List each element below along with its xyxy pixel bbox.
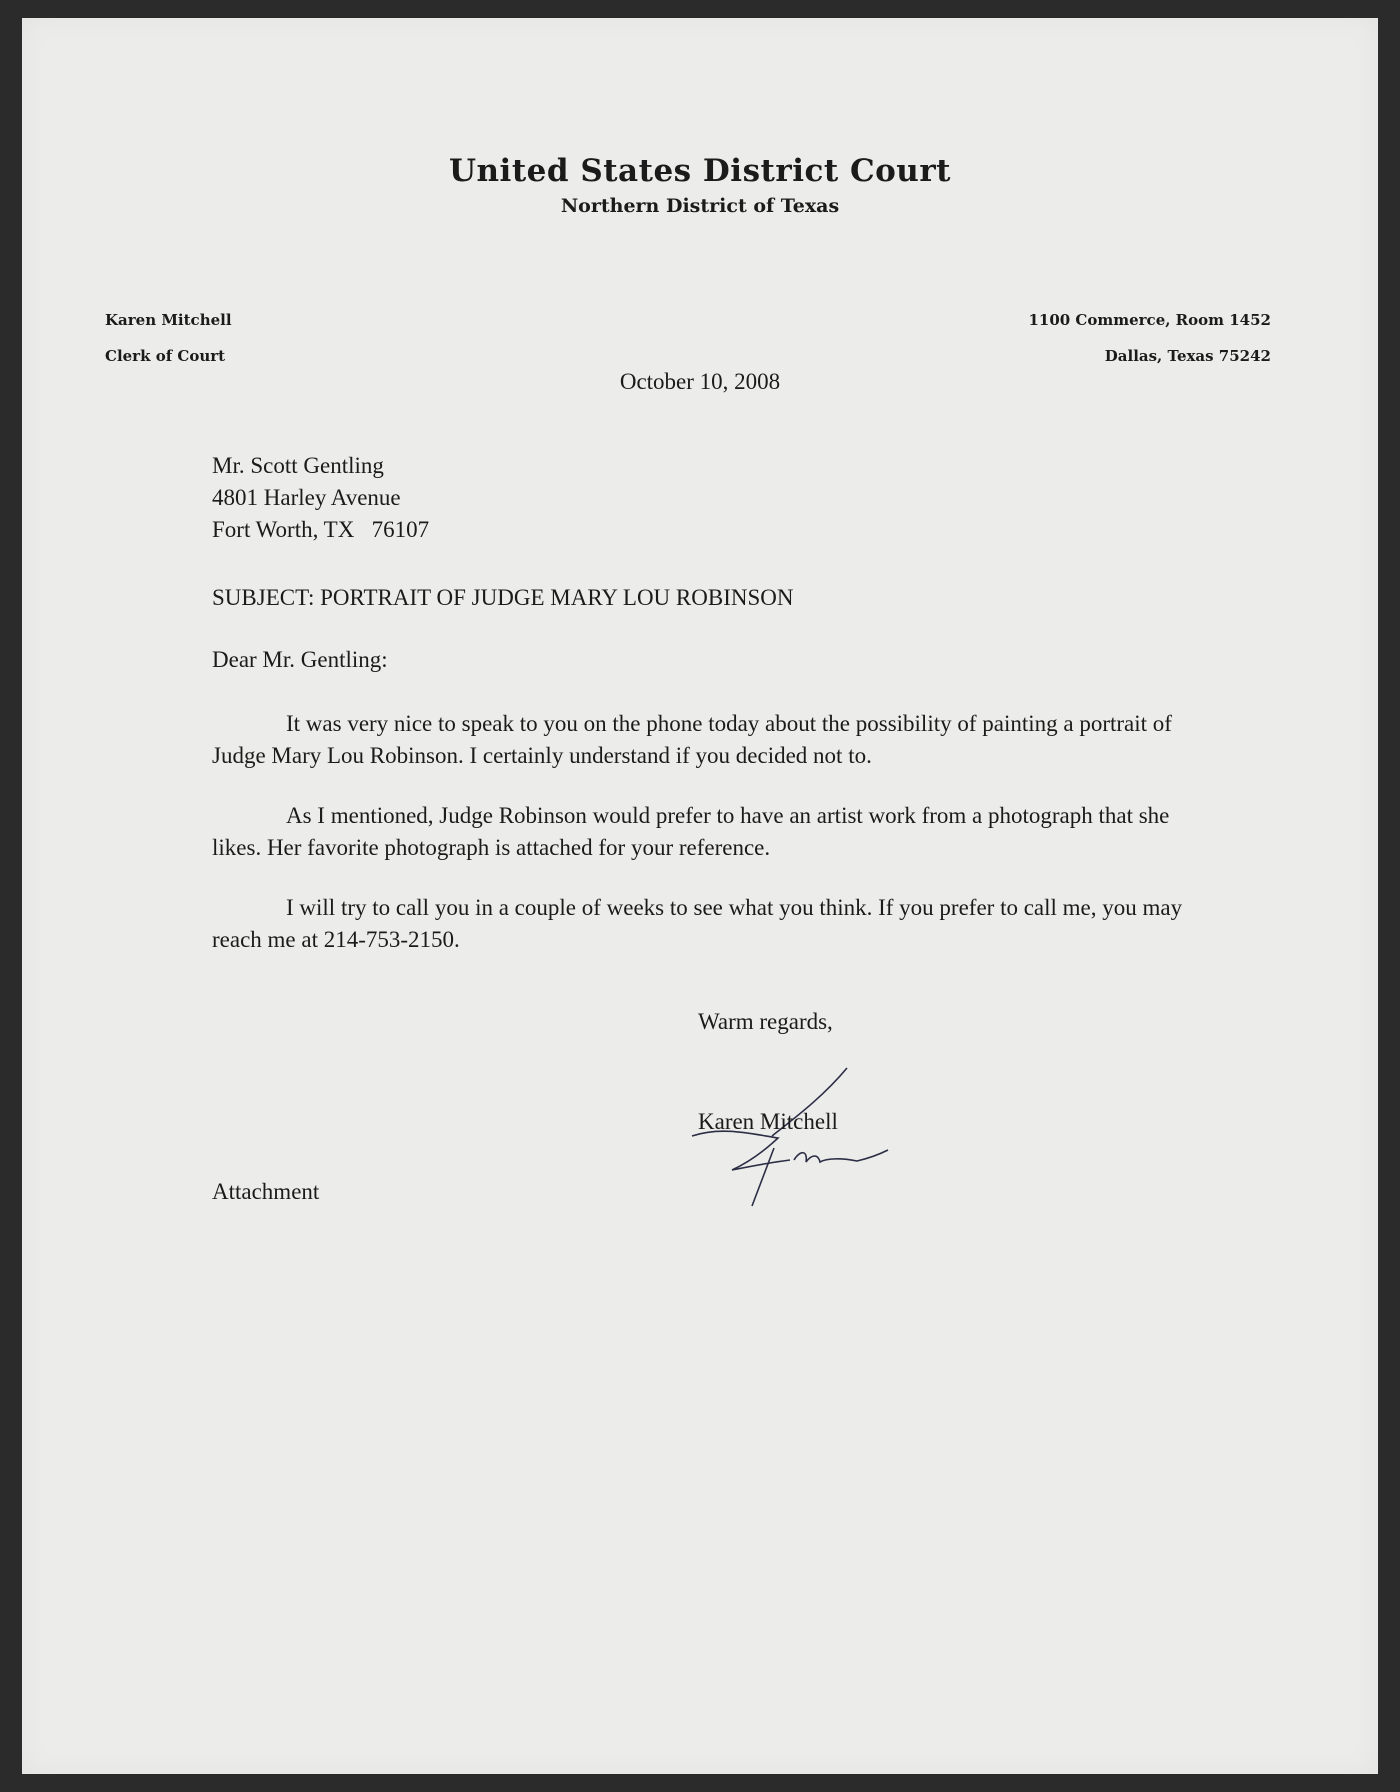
signer-name: Karen Mitchell	[698, 1109, 838, 1134]
recipient-name: Mr. Scott Gentling	[212, 453, 384, 478]
body-paragraph	[212, 708, 1212, 772]
paragraph-text: It was very nice to speak to you on the phone today about the possibility of painting a portrait of Judge Mary Lou Robinson. I certainly understand if you decided not to.	[212, 711, 1172, 768]
court-address-line1: 1100 Commerce, Room 1452	[1028, 311, 1271, 329]
subject-line: SUBJECT: PORTRAIT OF JUDGE MARY LOU ROBINSON	[212, 585, 794, 610]
body-paragraph	[212, 892, 1212, 956]
clerk-title: Clerk of Court	[105, 347, 226, 365]
recipient-street: 4801 Harley Avenue	[212, 485, 401, 510]
salutation: Dear Mr. Gentling:	[212, 647, 388, 672]
letter-date: October 10, 2008	[619, 369, 781, 394]
clerk-name: Karen Mitchell	[105, 311, 232, 329]
body-paragraph	[212, 800, 1212, 864]
district-subtitle: Northern District of Texas	[560, 195, 840, 217]
closing: Warm regards,	[698, 1009, 833, 1034]
paragraph-text: I will try to call you in a couple of weeks to see what you think. If you prefer to call me, you may reach me at 214-753-2150.	[212, 895, 1183, 952]
recipient-city: Fort Worth, TX 76107	[212, 517, 430, 542]
paragraph-text: As I mentioned, Judge Robinson would prefer to have an artist work from a photograph that she likes. Her favorite photograph is attached for your reference.	[212, 803, 1170, 860]
letter-page	[22, 18, 1378, 1774]
court-address-line2: Dallas, Texas 75242	[1104, 347, 1271, 365]
court-title: United States District Court	[448, 153, 951, 189]
enclosure-note: Attachment	[212, 1179, 320, 1204]
